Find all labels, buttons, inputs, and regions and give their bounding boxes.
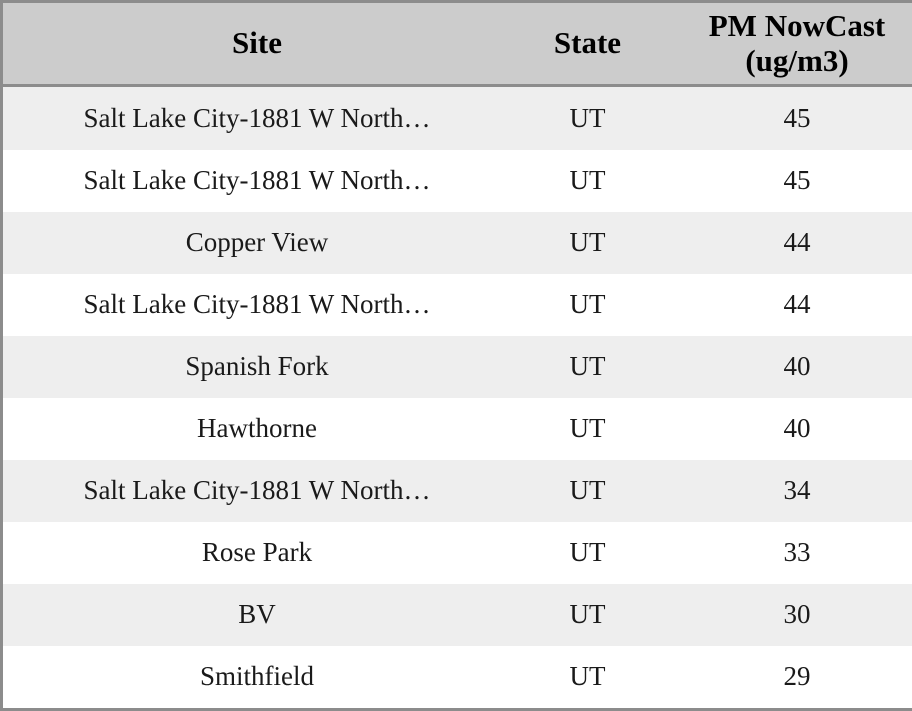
cell-pm-nowcast: 33	[664, 522, 912, 584]
table-row[interactable]	[3, 274, 912, 336]
cell-state: UT	[511, 646, 664, 708]
cell-site: Rose Park	[3, 522, 511, 584]
cell-pm-nowcast: 40	[664, 336, 912, 398]
cell-site: Smithfield	[3, 646, 511, 708]
table-body	[3, 86, 912, 708]
table-row[interactable]	[3, 584, 912, 646]
cell-site: Salt Lake City-1881 W North…	[3, 150, 511, 212]
table-row[interactable]	[3, 150, 912, 212]
cell-pm-nowcast: 44	[664, 212, 912, 274]
table-row[interactable]	[3, 460, 912, 522]
table-row[interactable]	[3, 646, 912, 708]
column-header-state[interactable]: State	[511, 3, 664, 86]
column-header-site[interactable]: Site	[3, 3, 511, 86]
cell-pm-nowcast: 34	[664, 460, 912, 522]
cell-state: UT	[511, 460, 664, 522]
table-row[interactable]	[3, 398, 912, 460]
cell-pm-nowcast: 30	[664, 584, 912, 646]
table-row[interactable]	[3, 212, 912, 274]
table-header-row	[3, 3, 912, 86]
cell-pm-nowcast: 40	[664, 398, 912, 460]
cell-state: UT	[511, 584, 664, 646]
cell-pm-nowcast: 45	[664, 150, 912, 212]
cell-state: UT	[511, 212, 664, 274]
cell-site: Hawthorne	[3, 398, 511, 460]
cell-site: Salt Lake City-1881 W North…	[3, 460, 511, 522]
table-row[interactable]	[3, 522, 912, 584]
cell-state: UT	[511, 274, 664, 336]
cell-state: UT	[511, 150, 664, 212]
cell-site: Salt Lake City-1881 W North…	[3, 274, 511, 336]
cell-state: UT	[511, 398, 664, 460]
cell-pm-nowcast: 29	[664, 646, 912, 708]
cell-state: UT	[511, 336, 664, 398]
cell-site: BV	[3, 584, 511, 646]
table-row[interactable]	[3, 336, 912, 398]
cell-site: Salt Lake City-1881 W North…	[3, 86, 511, 150]
cell-state: UT	[511, 86, 664, 150]
cell-site: Spanish Fork	[3, 336, 511, 398]
cell-site: Copper View	[3, 212, 511, 274]
table-row[interactable]	[3, 86, 912, 150]
cell-pm-nowcast: 45	[664, 86, 912, 150]
cell-state: UT	[511, 522, 664, 584]
table-header	[3, 3, 912, 86]
column-header-pm-nowcast[interactable]: PM NowCast (ug/m3)	[664, 3, 912, 86]
cell-pm-nowcast: 44	[664, 274, 912, 336]
air-quality-table	[3, 3, 912, 708]
